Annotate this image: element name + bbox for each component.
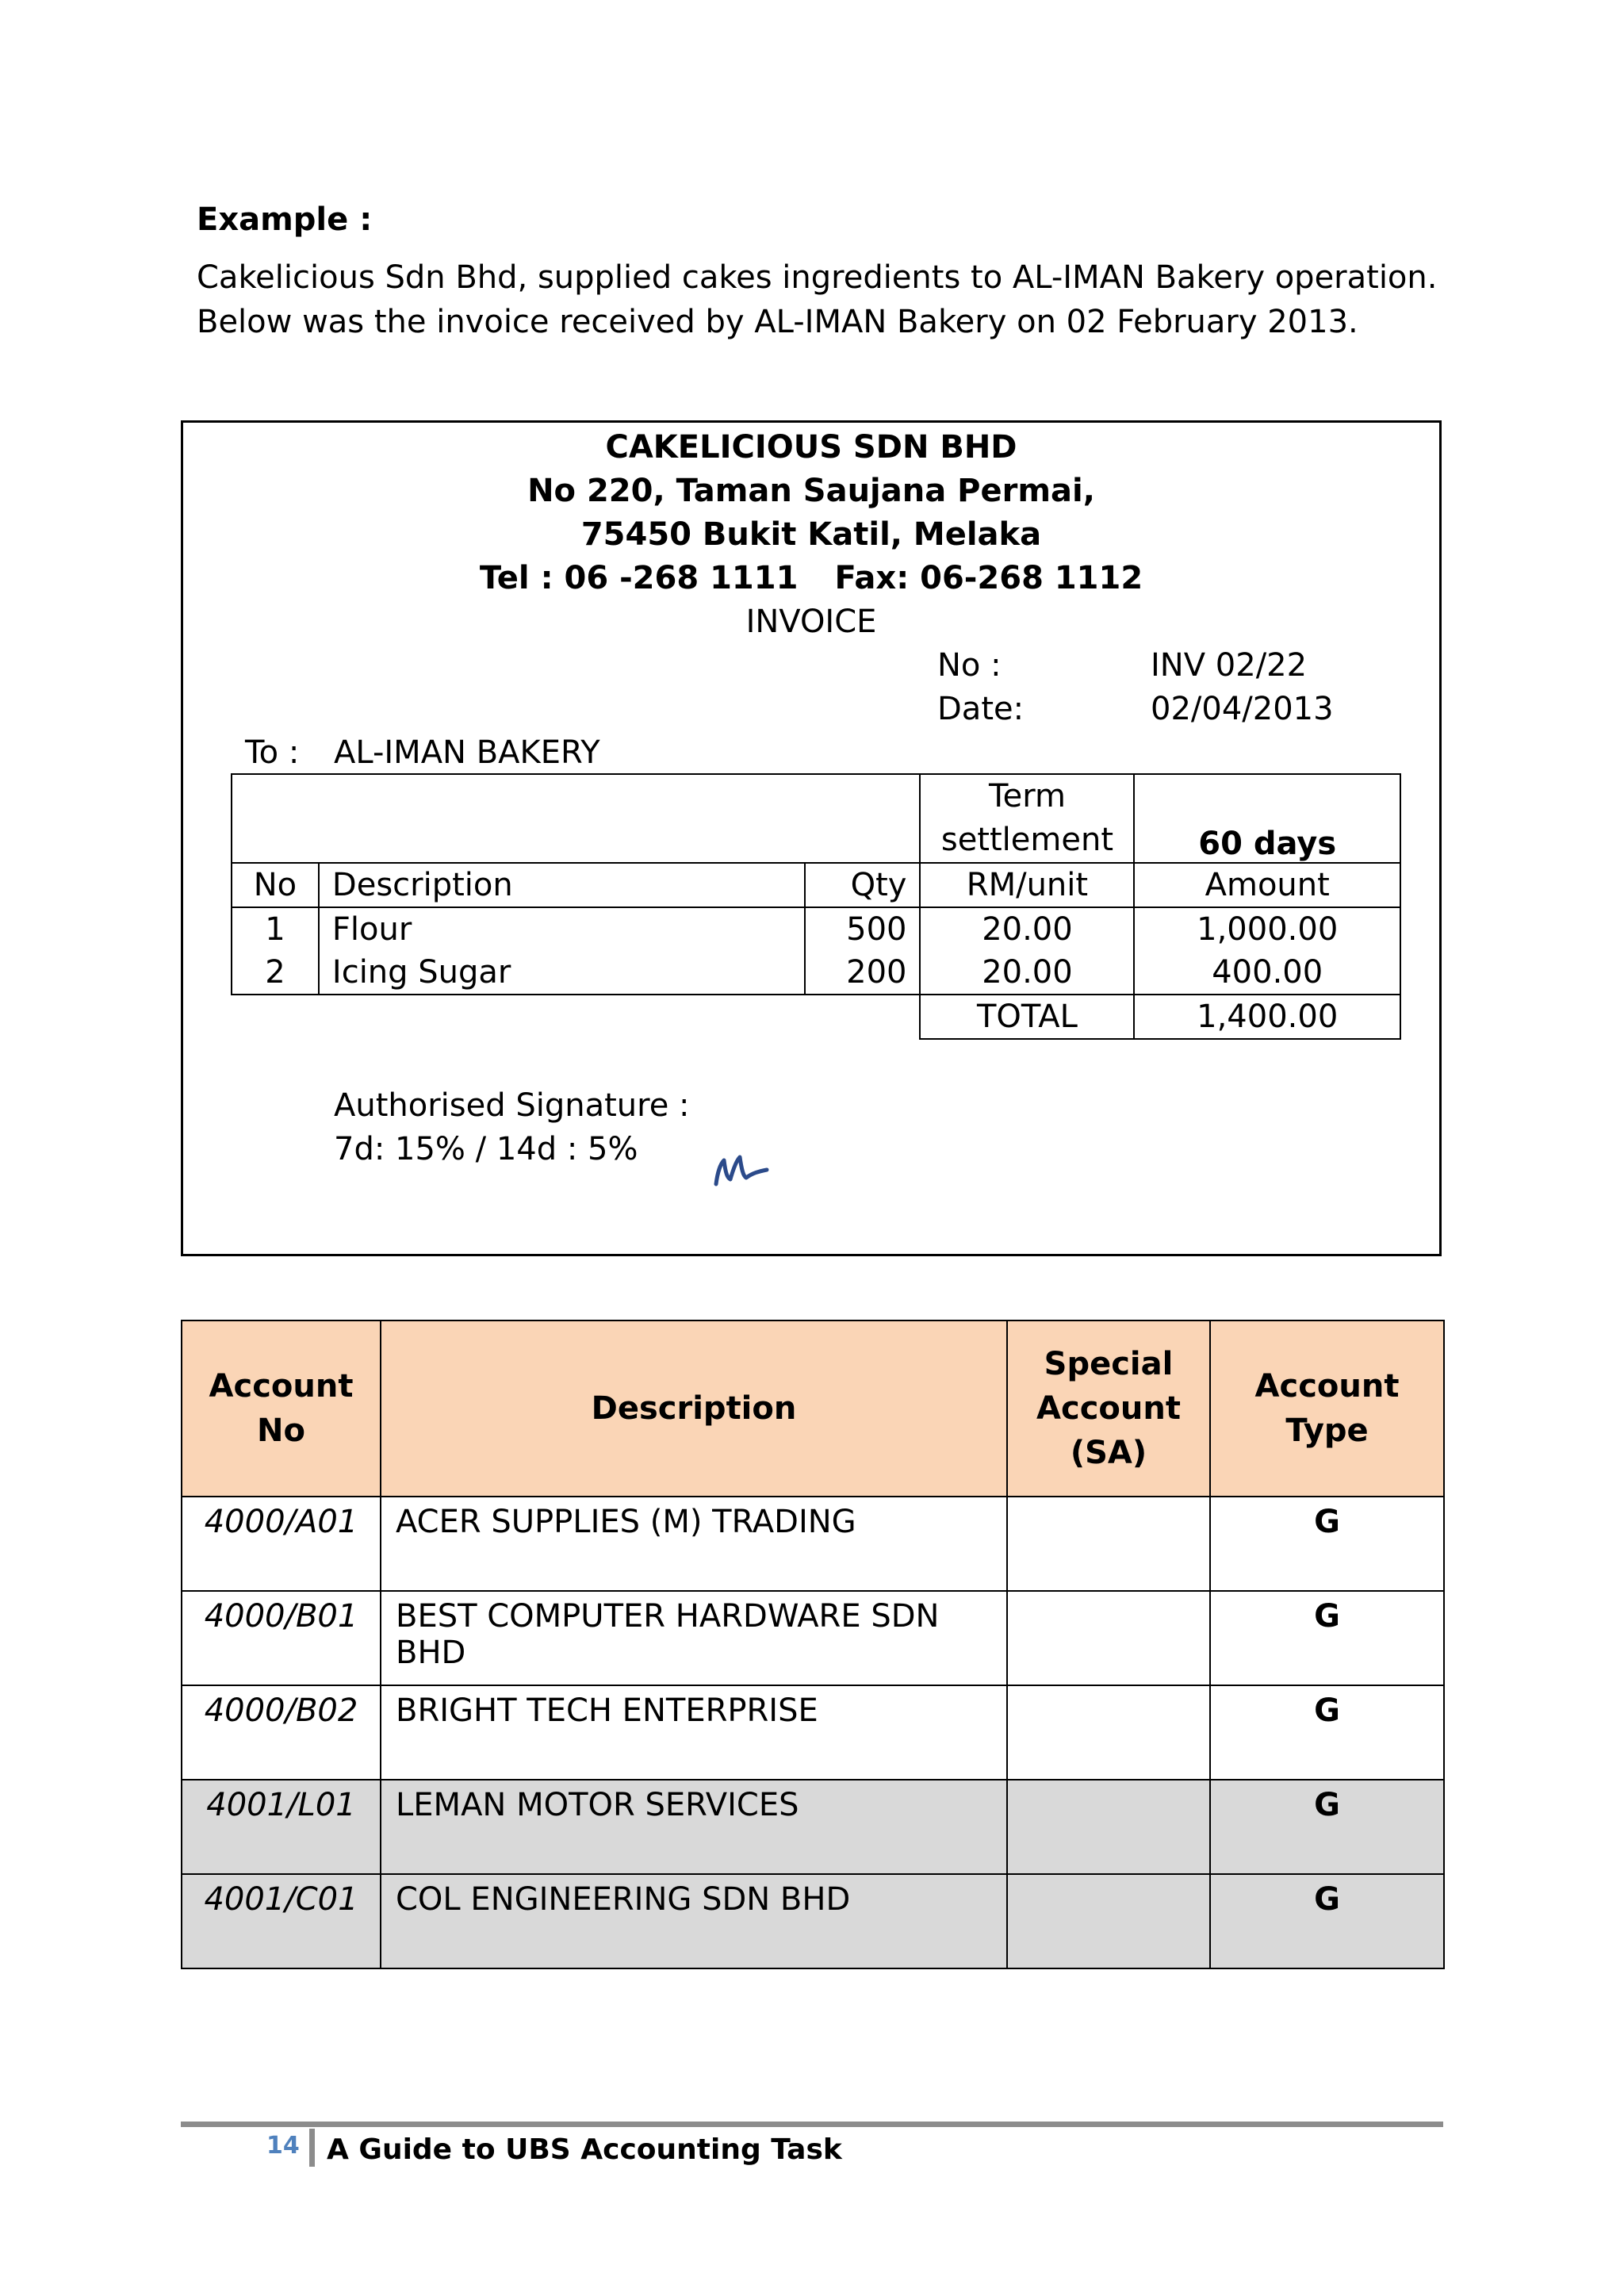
account-type-cell: G	[1210, 1874, 1444, 1968]
account-no-cell: 4001/L01	[182, 1780, 381, 1874]
invoice-col-no: No	[232, 863, 319, 907]
account-no-cell: 4000/A01	[182, 1497, 381, 1591]
account-description-cell: COL ENGINEERING SDN BHD	[381, 1874, 1007, 1968]
invoice-item-no: 1	[232, 907, 319, 951]
header-account-no: Account No	[182, 1320, 381, 1497]
invoice-term-label-line-1: Term	[988, 778, 1066, 815]
special-account-cell	[1007, 1591, 1210, 1685]
invoice-term-row	[232, 774, 1400, 863]
invoice-total-row	[232, 995, 1400, 1039]
invoice-item-unit: 20.00	[920, 951, 1134, 995]
invoice-items-table	[231, 773, 1401, 1040]
invoice-header-row	[232, 863, 1400, 907]
footer-divider	[309, 2129, 315, 2167]
special-account-cell	[1007, 1780, 1210, 1874]
invoice-item-description: Icing Sugar	[319, 951, 805, 995]
invoice-no-value: INV 02/22	[1151, 647, 1308, 684]
example-heading: Example :	[197, 201, 373, 238]
invoice-to-label: To :	[245, 734, 300, 771]
invoice-item-no: 2	[232, 951, 319, 995]
account-type-cell: G	[1210, 1685, 1444, 1780]
invoice-item-row	[232, 951, 1400, 995]
table-row	[182, 1780, 1444, 1874]
invoice-term-value: 60 days	[1134, 774, 1400, 863]
table-row	[182, 1685, 1444, 1780]
invoice-item-qty: 500	[805, 907, 921, 951]
special-account-cell	[1007, 1497, 1210, 1591]
invoice-date-label: Date:	[937, 691, 1025, 727]
intro-paragraph: Cakelicious Sdn Bhd, supplied cakes ingredients to AL-IMAN Bakery operation. Below was the invoice received by AL-IMAN Bakery on 02 February 2013.	[197, 259, 1438, 340]
invoice-total-value: 1,400.00	[1134, 995, 1400, 1039]
invoice-col-qty: Qty	[805, 863, 921, 907]
account-no-cell: 4000/B01	[182, 1591, 381, 1685]
invoice-date-value: 02/04/2013	[1151, 691, 1334, 727]
table-row	[182, 1591, 1444, 1685]
invoice-item-unit: 20.00	[920, 907, 1134, 951]
table-row	[182, 1497, 1444, 1591]
invoice-tel: Tel : 06 -268 1111	[479, 560, 799, 596]
account-description-cell: BRIGHT TECH ENTERPRISE	[381, 1685, 1007, 1780]
invoice-address-line-2: 75450 Bukit Katil, Melaka	[580, 516, 1042, 553]
account-type-cell: G	[1210, 1591, 1444, 1685]
account-type-cell: G	[1210, 1497, 1444, 1591]
invoice-item-amount: 1,000.00	[1134, 907, 1400, 951]
page-number: 14	[266, 2132, 300, 2160]
invoice-item-amount: 400.00	[1134, 951, 1400, 995]
special-account-cell	[1007, 1685, 1210, 1780]
signature-scribble	[707, 1137, 786, 1192]
invoice-term-label-line-2: settlement	[940, 822, 1114, 858]
accounts-header-row	[182, 1320, 1444, 1497]
invoice-doc-title: INVOICE	[745, 604, 877, 640]
table-row	[182, 1874, 1444, 1968]
account-type-cell: G	[1210, 1780, 1444, 1874]
account-description-cell: ACER SUPPLIES (M) TRADING	[381, 1497, 1007, 1591]
invoice-address-line-1: No 220, Taman Saujana Permai,	[527, 473, 1095, 509]
header-special-account: Special Account (SA)	[1007, 1320, 1210, 1497]
footer-rule	[181, 2122, 1443, 2127]
invoice-term-blank	[232, 774, 920, 863]
invoice-contact-line	[183, 560, 1439, 596]
account-description-cell: BEST COMPUTER HARDWARE SDN BHD	[381, 1591, 1007, 1685]
account-no-cell: 4000/B02	[182, 1685, 381, 1780]
header-account-type: Account Type	[1210, 1320, 1444, 1497]
invoice-signature-label: Authorised Signature :	[334, 1087, 690, 1124]
invoice-term-label	[920, 774, 1134, 863]
invoice-box	[181, 420, 1442, 1256]
invoice-col-description: Description	[319, 863, 805, 907]
invoice-company-name: CAKELICIOUS SDN BHD	[605, 429, 1017, 466]
invoice-col-unit: RM/unit	[920, 863, 1134, 907]
invoice-item-description: Flour	[319, 907, 805, 951]
invoice-fax: Fax: 06-268 1112	[834, 560, 1143, 596]
invoice-item-row	[232, 907, 1400, 951]
accounts-table	[181, 1320, 1445, 1969]
account-description-cell: LEMAN MOTOR SERVICES	[381, 1780, 1007, 1874]
header-description: Description	[381, 1320, 1007, 1497]
invoice-to-value: AL-IMAN BAKERY	[334, 734, 600, 771]
invoice-total-blank	[232, 995, 920, 1039]
invoice-col-amount: Amount	[1134, 863, 1400, 907]
invoice-no-label: No :	[937, 647, 1002, 684]
invoice-item-qty: 200	[805, 951, 921, 995]
footer-title: A Guide to UBS Accounting Task	[327, 2133, 842, 2166]
invoice-terms-note: 7d: 15% / 14d : 5%	[334, 1131, 638, 1167]
invoice-total-label: TOTAL	[920, 995, 1134, 1039]
account-no-cell: 4001/C01	[182, 1874, 381, 1968]
special-account-cell	[1007, 1874, 1210, 1968]
